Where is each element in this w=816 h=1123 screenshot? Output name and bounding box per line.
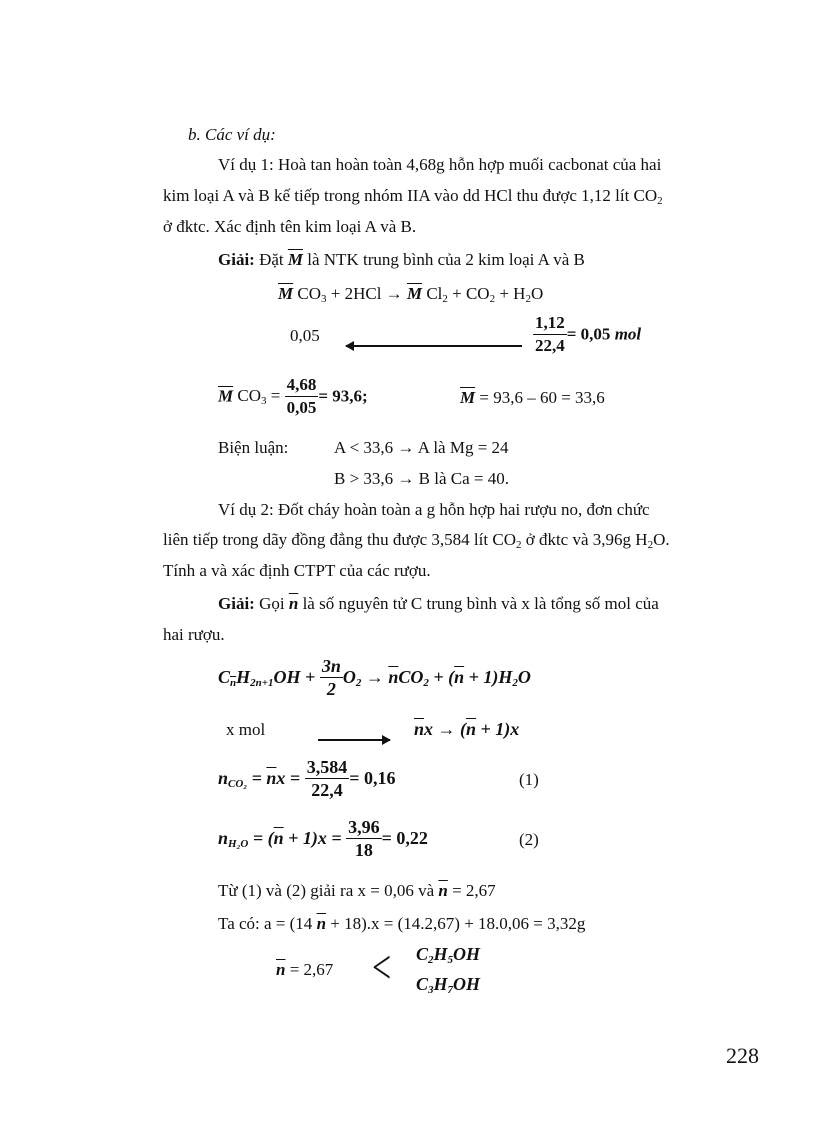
subscript: 2: [423, 676, 429, 689]
left-arrow: [346, 335, 522, 355]
mol-right: [414, 719, 519, 740]
formula-part: OH: [453, 974, 481, 994]
result-line-1: [218, 881, 496, 901]
reaction-equation: [218, 655, 531, 700]
equation-3: [218, 374, 368, 419]
mean-n-symbol: $\overline{n}$: [454, 666, 465, 687]
mean-n-symbol: $\overline{n}$: [438, 881, 448, 900]
lhs: [218, 828, 346, 848]
eq-text: + 2HCl →: [326, 284, 407, 303]
fraction: [320, 655, 343, 700]
equation-tag-2: (2): [519, 830, 539, 849]
formula-part: = (: [248, 827, 274, 848]
mean-M-symbol: $\overline{M}$: [218, 386, 234, 406]
eq2-right: [533, 312, 641, 357]
lhs: [218, 768, 305, 788]
subscript: 7: [447, 984, 454, 996]
text: ở đktc và 3,96g H: [521, 530, 648, 549]
denominator: 22,4: [311, 780, 343, 800]
text: + 18).x = (14.2,67) + 18.0,06 = 3,32g: [326, 914, 586, 933]
subscript: H₂O: [228, 837, 249, 850]
eq-result: = 0,22: [381, 828, 428, 848]
text: O.: [653, 530, 670, 549]
subscript: 2: [647, 539, 654, 551]
solution-text: là NTK trung bình của 2 kim loại A và B: [303, 250, 585, 269]
denominator: 22,4: [535, 336, 565, 355]
example2-line1: Ví dụ 2: Đốt cháy hoàn toàn a g hỗn hợp hai rượu no, đơn chức: [218, 500, 650, 519]
example2-solution-line2: hai rượu.: [163, 625, 225, 644]
formula-part: + 1)H: [464, 666, 513, 687]
subscript: 3: [261, 395, 267, 407]
formula-part: + (: [428, 666, 455, 687]
eq-text: [233, 386, 284, 405]
subscript: n: [230, 676, 237, 689]
eq-text: = 93,6 – 60 = 33,6: [475, 388, 605, 407]
subscript: CO₂: [228, 777, 248, 790]
mol-left: x mol: [226, 720, 266, 739]
text: liên tiếp trong dãy đồng đẳng thu được 3,584 lít CO: [163, 530, 516, 549]
formula-propanol: [416, 974, 480, 996]
denominator: 2: [326, 679, 336, 699]
mean-n-symbol: $\overline{n}$: [288, 594, 299, 613]
formula-part: O: [517, 666, 531, 687]
bien-luan-line1: A < 33,6 → A là Mg = 24: [334, 438, 509, 457]
subscript: 5: [447, 954, 454, 966]
numerator: 3,96: [348, 817, 380, 837]
equation-co2: [218, 756, 395, 801]
text: = 2,67: [447, 881, 496, 900]
solution-label: Giải:: [218, 250, 255, 269]
formula-part: x =: [276, 767, 305, 788]
subscript: 2: [442, 293, 448, 305]
solution-label: Giải:: [218, 594, 255, 613]
formula-part: → (: [433, 719, 467, 739]
text: Ta có: a = (14: [218, 914, 317, 933]
subscript: 2: [525, 293, 531, 305]
mean-n-symbol: $\overline{n}$: [273, 827, 284, 848]
formula-part: + 1)x: [476, 719, 520, 739]
solution-text: Gọi: [254, 594, 289, 613]
mean-n-symbol: $\overline{n}$: [466, 719, 477, 739]
numerator: 1,12: [533, 312, 567, 335]
subscript: 2: [355, 676, 362, 689]
subscript: 2: [657, 195, 663, 207]
example2-line2: [163, 530, 670, 551]
mean-n-symbol: $\overline{n}$: [276, 960, 286, 979]
mean-M-symbol: $\overline{M}$: [278, 284, 294, 303]
mean-n-symbol: $\overline{n}$: [316, 914, 327, 933]
bien-luan-label: Biện luận:: [218, 438, 289, 457]
mean-n-symbol: $\overline{n}$: [266, 767, 277, 788]
arrow: →: [361, 666, 389, 687]
section-heading: b. Các ví dụ:: [188, 125, 276, 144]
equation-1: [278, 284, 543, 305]
example2-line3: Tính a và xác định CTPT của các rượu.: [163, 561, 431, 580]
eq-result: = 0,16: [349, 768, 396, 788]
mean-M-symbol: $\overline{M}$: [460, 388, 476, 407]
numerator: 4,68: [285, 374, 319, 397]
subscript: 2: [428, 954, 434, 966]
example1-line1: Ví dụ 1: Hoà tan hoàn toàn 4,68g hỗn hợp muối cacbonat của hai: [218, 155, 662, 174]
fraction: [346, 816, 382, 861]
eq2-left: 0,05: [290, 326, 320, 345]
mean-M-symbol: $\overline{M}$: [406, 284, 423, 303]
eq-text: Cl: [422, 284, 443, 303]
eq-result: = 93,6;: [318, 386, 368, 406]
eq-text-part: CO: [233, 386, 261, 405]
text: Từ (1) và (2) giải ra x = 0,06 và: [218, 881, 439, 900]
eq-result: = 0,05: [566, 324, 615, 344]
result-line-2: [218, 914, 585, 934]
eq-text: + CO: [447, 284, 490, 303]
formula-part: CO: [398, 666, 424, 687]
formula-part: n: [218, 767, 229, 788]
formula-part: C: [416, 944, 429, 964]
fraction: [285, 374, 319, 419]
subscript: 2: [489, 293, 496, 305]
mean-n-symbol: $\overline{n}$: [388, 666, 399, 687]
unit: mol: [614, 324, 642, 344]
formula-part: x: [424, 719, 434, 739]
equation-h2o: [218, 816, 428, 861]
eq-text-part: =: [266, 386, 285, 405]
formula-part: H: [433, 974, 448, 994]
denominator: 18: [354, 840, 373, 860]
subscript: 2n+1: [250, 676, 274, 689]
formula-part: C: [416, 974, 429, 994]
numerator: 3,584: [306, 757, 348, 777]
subscript: 2: [515, 539, 522, 551]
solution-text: Đặt: [254, 250, 288, 269]
example1-line2-text: kim loại A và B kế tiếp trong nhóm IIA vào dd HCl thu được 1,12 lít CO: [163, 186, 658, 205]
solution-text: là số nguyên tử C trung bình và x là tổng số mol của: [298, 594, 659, 613]
denominator: 0,05: [286, 398, 317, 417]
example1-line2: [163, 186, 663, 207]
fraction: [305, 756, 350, 801]
subscript: 3: [321, 293, 327, 305]
page-number: 228: [726, 1043, 759, 1068]
eq-text: + H: [495, 284, 526, 303]
eq-text: CO: [293, 284, 321, 303]
example2-solution: [218, 594, 659, 614]
text: = 2,67: [285, 960, 334, 979]
formula-part: H: [236, 666, 251, 687]
final-n-value: [276, 960, 333, 980]
bien-luan-line2: B > 33,6 → B là Ca = 40.: [334, 469, 510, 488]
numerator: 3n: [321, 656, 341, 676]
formula-part: OH: [453, 944, 481, 964]
formula-part: OH +: [273, 666, 320, 687]
right-arrow: [318, 729, 390, 749]
formula-part: =: [247, 767, 267, 788]
equation-3b: [460, 388, 605, 408]
formula-part: + 1)x =: [283, 827, 347, 848]
branch-chevron: [372, 942, 392, 995]
formula-ethanol: [416, 944, 480, 966]
fraction: [533, 312, 567, 357]
subscript: 3: [428, 984, 434, 996]
formula-part: C: [218, 666, 231, 687]
mean-n-symbol: $\overline{n}$: [414, 719, 425, 739]
less-than-branch-icon: <: [372, 942, 392, 995]
formula-part: O: [342, 666, 356, 687]
reactant: [218, 667, 320, 687]
products: [343, 667, 531, 687]
example1-solution: [218, 250, 585, 270]
formula-part: n: [218, 827, 229, 848]
example1-line3: ở đktc. Xác định tên kim loại A và B.: [163, 217, 417, 236]
mean-M-symbol: $\overline{M}$: [287, 250, 304, 269]
eq-text: O: [530, 284, 544, 303]
formula-part: H: [433, 944, 448, 964]
subscript: 2: [512, 676, 518, 689]
equation-tag-1: (1): [519, 770, 539, 789]
